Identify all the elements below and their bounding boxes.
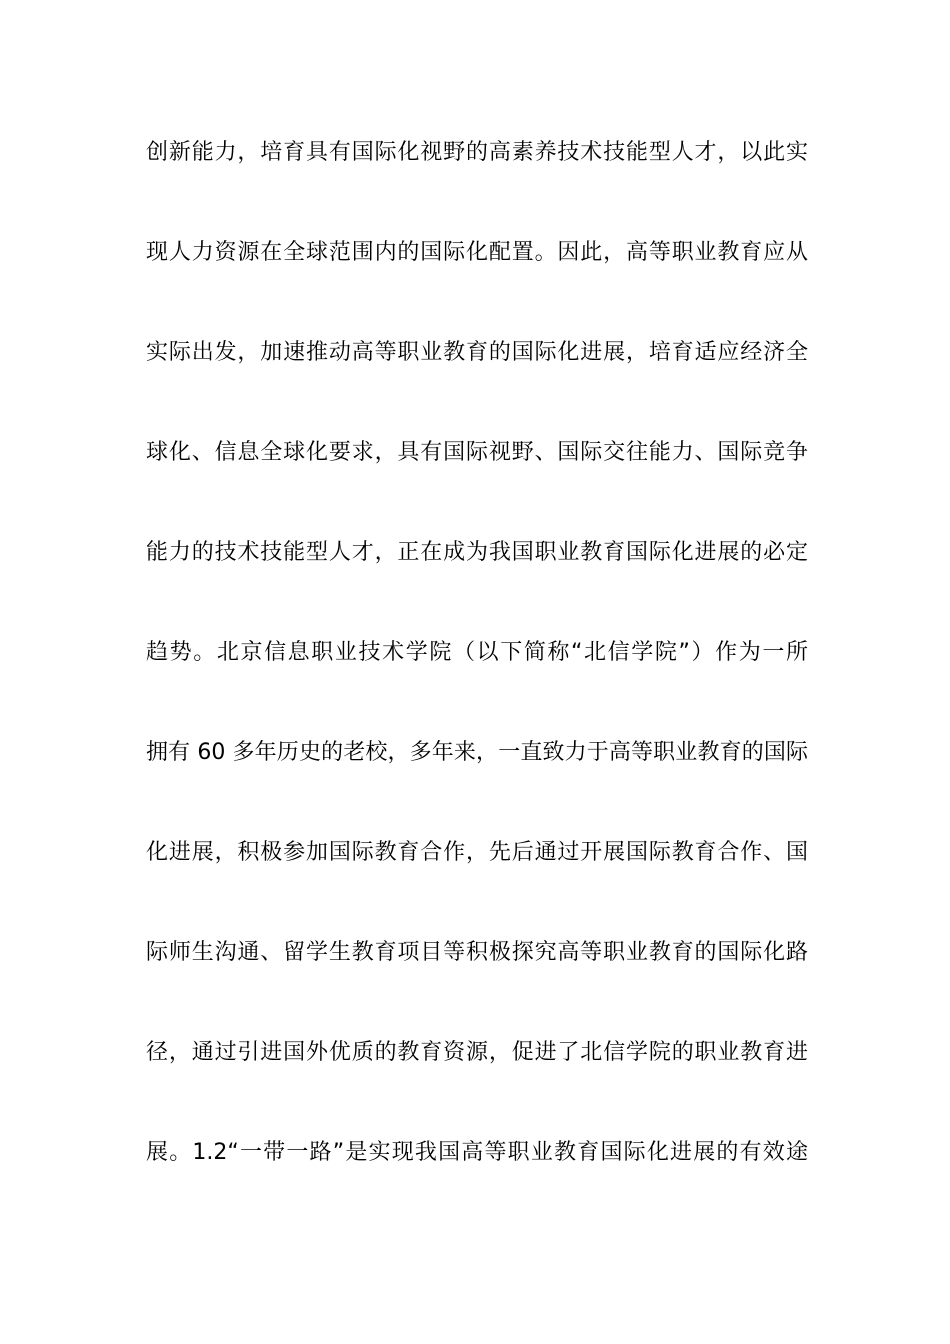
text-line: 球化、信息全球化要求，具有国际视野、国际交往能力、国际竞争: [146, 440, 808, 465]
text-line: 拥有 60 多年历史的老校，多年来，一直致力于高等职业教育的国际: [146, 740, 808, 765]
text-line: 创新能力，培育具有国际化视野的高素养技术技能型人才，以此实: [146, 140, 808, 165]
body-text: [146, 130, 808, 1230]
text-line: 径，通过引进国外优质的教育资源，促进了北信学院的职业教育进: [146, 1040, 808, 1065]
text-line: 展。1.2“一带一路”是实现我国高等职业教育国际化进展的有效途: [146, 1140, 808, 1165]
text-line: 际师生沟通、留学生教育项目等积极探究高等职业教育的国际化路: [146, 940, 808, 965]
text-line: 能力的技术技能型人才，正在成为我国职业教育国际化进展的必定: [146, 540, 808, 565]
text-line: 化进展，积极参加国际教育合作，先后通过开展国际教育合作、国: [146, 840, 808, 865]
text-line: 现人力资源在全球范围内的国际化配置。因此，高等职业教育应从: [146, 240, 808, 265]
text-line: 实际出发，加速推动高等职业教育的国际化进展，培育适应经济全: [146, 340, 808, 365]
text-line: 趋势。北京信息职业技术学院（以下简称“北信学院”）作为一所: [146, 640, 808, 665]
